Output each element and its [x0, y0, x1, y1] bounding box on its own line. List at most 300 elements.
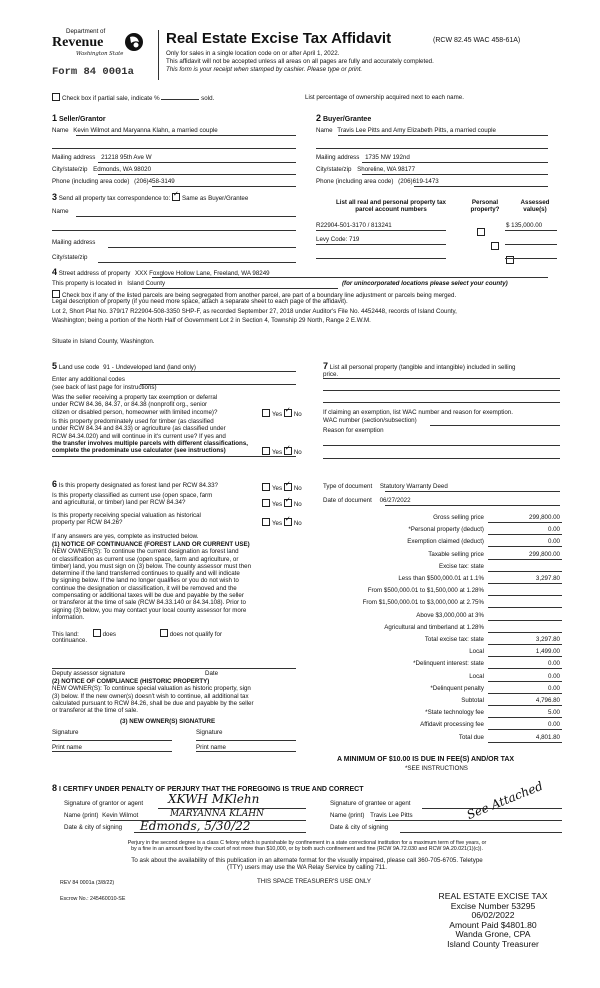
same-as-buyer-checkbox[interactable] — [172, 193, 180, 201]
forest-q2b: and agricultural, or timber) land per RCW 84.34? — [52, 499, 186, 507]
n2a: NEW OWNER(S): To continue special valuation as historic property, sign — [52, 685, 251, 693]
forest-q2-no-checkbox[interactable] — [284, 499, 292, 507]
forest-q3b: property per RCW 84.26? — [52, 519, 123, 527]
grantor-signature[interactable]: XKWH MKlehn — [168, 792, 260, 806]
reason-label: Reason for exemption — [323, 427, 384, 434]
n1d: determine if the land transferred continues to qualify and will indicate — [52, 570, 240, 578]
tax-row-value[interactable]: 3,297.80 — [535, 575, 560, 582]
tax-row-line — [488, 583, 562, 584]
perjury-text — [52, 840, 562, 853]
ask-2: (TTY) users may use the WA Relay Service by calling 711. — [227, 864, 387, 872]
n1f: continue the designation or classification, it will be removed and the — [52, 584, 237, 592]
owner-print-label-1: Print name — [52, 744, 82, 751]
logo-state: Washington State — [76, 51, 124, 57]
seller-phone-value[interactable]: (206)458-3149 — [134, 178, 175, 185]
forest-ifany: If any answers are yes, complete as instructed below. — [52, 533, 199, 540]
stamp-line-5: Wanda Grone, CPA — [455, 929, 531, 940]
notice-continuance — [52, 541, 302, 621]
forest-num: 6 — [52, 479, 58, 489]
seller-name-label: Name — [52, 127, 69, 134]
grantor-print-row — [64, 812, 138, 819]
personal-line-1 — [323, 378, 560, 379]
buyer-phone-value[interactable]: (206)619-1473 — [398, 178, 439, 185]
buyer-mail-label: Mailing address — [316, 154, 360, 161]
buyer-blank-line — [316, 148, 548, 149]
tax-row — [300, 623, 568, 635]
grantor-print-label: Name (print) — [64, 812, 99, 819]
landuse-q2d: the transfer involves multiple parcels with different classifications, — [52, 439, 248, 447]
header-divider — [158, 30, 159, 80]
parcels-h2: Personal — [471, 199, 499, 206]
landuse-q1b: under RCW 84.36, 84.37, or 84.38 (nonprofit org., senior — [52, 401, 208, 409]
tax-row-label: *Delinquent interest: state — [413, 660, 484, 668]
tax-row — [300, 611, 568, 623]
tax-row-label: *Personal property (deduct) — [408, 526, 484, 534]
tax-row-label: Local — [469, 672, 484, 680]
stamp-line-2: Excise Number 53295 — [450, 900, 536, 911]
forest-q3a: Is this property receiving special valuation as historical — [52, 512, 201, 519]
logo-dept: Department of — [66, 28, 106, 35]
partial-sale-row — [52, 93, 292, 102]
tax-row-label: Total excise tax: state — [424, 636, 484, 643]
correspondence-num: 3 — [52, 192, 58, 202]
dor-logo-icon — [123, 31, 145, 53]
landuse-q2a: Is this property predominately used for timber (as classified — [52, 418, 214, 425]
grantee-print-row — [330, 812, 413, 819]
n1c — [52, 563, 302, 570]
seller-phone-row — [52, 178, 175, 185]
legal-line-1[interactable]: Lot 2, Short Plat No. 379/17 R22904-508-3350 SHP-F, as recorded September 27, 2018 under Auditor's File No. 4452448, records of Island County, — [52, 308, 457, 315]
forest-q1 — [52, 481, 218, 489]
landuse-line — [110, 371, 296, 372]
landuse-q2-answer — [262, 447, 302, 456]
personal-label1: List all personal property (tangible and intangible) included in selling — [329, 364, 516, 371]
n1-heading: (1) NOTICE OF CONTINUANCE (FOREST LAND OR CURRENT USE) — [52, 541, 250, 548]
tax-row-line — [488, 742, 562, 743]
notice-compliance — [52, 678, 302, 714]
tax-row — [300, 550, 568, 562]
landuse-q2-yes-checkbox[interactable] — [262, 447, 270, 455]
landuse-add2: (see back of last page for instructions) — [52, 384, 157, 391]
corr-mail-line — [108, 247, 296, 248]
seller-phone-line — [152, 186, 296, 187]
seller-num: 1 — [52, 113, 58, 123]
tax-row-value[interactable]: 0.00 — [547, 660, 560, 668]
stamp-line-4: Amount Paid $4801.80 — [449, 919, 537, 930]
no-label: No — [293, 411, 302, 418]
located-label: This property is located in — [52, 280, 123, 287]
parcels-h3: Assessed — [520, 199, 550, 206]
corr-blank-line — [52, 230, 296, 231]
personal-label2: price. — [323, 371, 339, 379]
parcel-row-1-value-line — [505, 230, 557, 231]
tax-row — [300, 647, 568, 659]
partial-sale-checkbox[interactable] — [52, 93, 60, 101]
landuse-num: 5 — [52, 361, 58, 371]
tax-row — [300, 513, 568, 525]
tax-row — [300, 672, 568, 684]
n1j: signing (3) below, you may contact your local county assessor for more — [52, 606, 247, 614]
tax-row — [300, 586, 568, 598]
buyer-name-label: Name — [316, 127, 333, 134]
tax-row-label: Above $3,000,000 at 3% — [416, 611, 484, 619]
seller-city-label: City/state/zip — [52, 166, 88, 173]
landuse-add-line — [140, 384, 296, 385]
tax-row-label: *State technology fee — [425, 709, 484, 717]
n1g: compensating or additional taxes will be due and payable by the seller — [52, 592, 244, 600]
personal-line-2 — [323, 390, 560, 391]
form-number: Form 84 0001a — [52, 66, 134, 78]
no-label: No — [293, 520, 302, 527]
grantor-name-handwritten[interactable]: MARYANNA KLAHN — [170, 809, 264, 819]
tax-row — [300, 562, 568, 574]
buyer-mail-value[interactable]: 1735 NW 192nd — [365, 154, 410, 161]
tax-row-label: Local — [469, 648, 484, 656]
street-label: Street address of property — [58, 270, 131, 277]
tax-row-value[interactable]: 0.00 — [547, 721, 560, 729]
perjury-2: by a fine in an amount fixed by the court of not more than $10,000, or by both such confinement and fine (RCW 9A.72.030 and RCW 9A.20.021(1)(c)). — [131, 846, 483, 853]
grantor-date-label: Date & city of signing — [64, 824, 123, 831]
tax-row-line — [488, 656, 562, 657]
stamp-line-1: REAL ESTATE EXCISE TAX — [438, 891, 548, 901]
partial-sold: sold. — [201, 95, 215, 102]
personal-num: 7 — [323, 361, 329, 371]
ownership-note: List percentage of ownership acquired next to each name. — [305, 94, 464, 101]
tax-row — [300, 537, 568, 549]
parcel-2-personal-checkbox[interactable] — [491, 242, 499, 250]
tax-row — [300, 684, 568, 696]
stamp-line-6: Island County Treasurer — [447, 938, 539, 949]
forest-q3-answer — [262, 518, 302, 527]
tax-row — [300, 696, 568, 708]
header-line2: This affidavit will not be accepted unless all areas on all pages are fully and accurately completed. — [166, 58, 434, 65]
n2b: (3) below. If the new owner(s) doesn't wish to continue, all additional tax — [52, 692, 249, 700]
ask-1: To ask about the availability of this publication in an alternate format for the visually impaired, please call 360-705-6705. Teletype — [131, 857, 483, 864]
buyer-mail-row — [316, 154, 410, 161]
tax-row — [300, 659, 568, 671]
tax-row-label: From $500,000.01 to $1,500,000 at 1.28% — [367, 587, 484, 595]
buyer-name-value[interactable]: Travis Lee Pitts and Amy Elizabeth Pitts, a married couple — [337, 127, 496, 134]
tax-row — [300, 574, 568, 586]
doesnot-checkbox[interactable] — [160, 629, 168, 637]
dor-logo — [52, 28, 152, 88]
seller-mail-label: Mailing address — [52, 154, 96, 161]
owner-sig-label-1: Signature — [52, 729, 79, 736]
tax-row-label: Less than $500,000.01 at 1.1% — [398, 575, 484, 582]
street-line — [152, 277, 548, 278]
tax-row-value[interactable]: 5.00 — [547, 709, 560, 717]
buyer-name-line — [338, 135, 548, 136]
tax-row-label: Taxable selling price — [428, 550, 484, 558]
tax-row-line — [488, 546, 562, 547]
property-num: 4 — [52, 267, 58, 277]
seller-name-row — [52, 127, 218, 134]
yes-label: Yes — [272, 485, 283, 492]
doc-date-label: Date of document — [323, 497, 372, 504]
tax-row-value[interactable]: 0.00 — [547, 684, 560, 692]
tax-row-label: Excise tax: state — [438, 562, 484, 570]
parcels-header-1 — [316, 199, 466, 214]
seller-mail-row — [52, 154, 152, 161]
levy-code[interactable]: Levy Code: 719 — [316, 236, 360, 243]
landuse-q1c: citizen or disabled person, homeowner with limited income)? — [52, 408, 218, 416]
grantor-print-value[interactable]: Kevin Wilmot — [102, 812, 139, 819]
this-land-label: This land: — [52, 631, 79, 638]
n2c: calculated pursuant to RCW 84.26, shall be due and payable by the seller — [52, 699, 254, 707]
see-instructions: *SEE INSTRUCTIONS — [405, 765, 468, 772]
treasurer-stamp — [428, 892, 558, 950]
rev-label: REV 84 0001a (3/8/22) — [60, 880, 115, 886]
correspondence-label: Send all property tax correspondence to: — [58, 195, 171, 202]
tax-row-line — [488, 607, 562, 608]
n2-heading: (2) NOTICE OF COMPLIANCE (HISTORIC PROPERTY) — [52, 678, 210, 685]
form-title: Real Estate Excise Tax Affidavit — [166, 30, 392, 47]
tax-row — [300, 733, 568, 745]
deputy-label: Deputy assessor signature — [52, 670, 126, 677]
buyer-city-label: City/state/zip — [316, 166, 352, 173]
form-rcw: (RCW 82.45 WAC 458-61A) — [433, 37, 521, 44]
forest-q1-yes-checkbox[interactable] — [262, 483, 270, 491]
n1b: or classification as current use (open space, farm and agriculture, or — [52, 555, 239, 563]
treasurer-label: THIS SPACE TREASURER'S USE ONLY — [257, 878, 371, 885]
landuse-q2-line — [52, 456, 296, 457]
owner-sig-label-2: Signature — [196, 729, 223, 736]
buyer-phone-line — [414, 186, 548, 187]
tax-row-line — [488, 729, 562, 730]
deputy-date-label: Date — [205, 670, 219, 677]
yes-label: Yes — [272, 411, 283, 418]
forest-q2 — [52, 492, 212, 507]
wac-line — [430, 425, 560, 426]
segregated-label: Check box if any of the listed parcels are being segregated from another parcel, are part of a boundary line adjustment or parcels being merged. — [62, 292, 457, 299]
stamp-line-3: 06/02/2022 — [471, 910, 515, 921]
doc-date-value[interactable]: 06/27/2022 — [379, 497, 411, 504]
same-as-buyer-label: Same as Buyer/Grantee — [181, 195, 249, 202]
tax-row-line — [488, 620, 562, 621]
buyer-name-row — [316, 127, 496, 134]
tax-row-value[interactable]: 299,800.00 — [529, 550, 560, 558]
buyer-city-line — [362, 174, 548, 175]
header-line1: Only for sales in a single location code on or after April 1, 2022. — [166, 50, 340, 57]
tax-row-label: Subtotal — [461, 697, 484, 704]
reason-line-2 — [323, 458, 560, 459]
parcels-header-2 — [460, 199, 510, 214]
n2d: or transferor at the time of sale. — [52, 707, 138, 715]
seller-heading — [52, 114, 106, 124]
seller-city-value[interactable]: Edmonds, WA 98020 — [93, 166, 152, 173]
partial-sale-label: Check box if partial sale, indicate % — [62, 95, 160, 102]
forest-q1-no-checkbox[interactable] — [284, 483, 292, 491]
tax-row-label: Gross selling price — [433, 514, 484, 521]
located-row — [52, 280, 165, 287]
landuse-q2c: RCW 84.34.020) and will continue in it's current use? If yes and — [52, 432, 226, 440]
seller-city-line — [98, 174, 296, 175]
escrow-label: Escrow No.: 245460010-SE — [60, 896, 126, 902]
doc-type-row — [323, 483, 448, 490]
corr-mail-label: Mailing address — [52, 239, 96, 246]
forest-q1-label: Is this property designated as forest land per RCW 84.33? — [58, 482, 218, 489]
parcels-header-3 — [510, 199, 560, 214]
legal-line-2[interactable]: Washington; being a portion of the North Half of Government Lot 2 in Section 4, Township 29 North, Range 2 E.W.M. — [52, 317, 371, 324]
sig-grantor-label: Signature of grantor or agent — [64, 800, 144, 807]
yes-label: Yes — [272, 501, 283, 508]
parcels-h2b: property? — [470, 206, 500, 214]
yes-label: Yes — [272, 520, 283, 527]
parcel-row-1[interactable]: R22904-501-3170 / 813241 — [316, 222, 392, 229]
corr-name-label: Name — [52, 208, 69, 215]
buyer-phone-label: Phone (including area code) — [316, 178, 394, 185]
tax-row-label: From $1,500,000.01 to $3,000,000 at 2.75% — [362, 599, 484, 607]
ask-text — [52, 857, 562, 872]
personal-line-3 — [323, 402, 560, 403]
sig-grantee-label: Signature of grantee or agent — [330, 800, 411, 807]
n1k: information. — [52, 613, 85, 621]
header-line3: This form is your receipt when stamped by cashier. Please type or print. — [166, 66, 363, 73]
certify-num: 8 — [52, 783, 58, 793]
tax-row — [300, 720, 568, 732]
parcel-1-personal-checkbox[interactable] — [477, 228, 485, 236]
tax-row-value[interactable]: 4,801.80 — [535, 733, 560, 741]
does-checkbox[interactable] — [93, 629, 101, 637]
parcel-1-value[interactable]: $ 135,000.00 — [506, 222, 543, 229]
grantor-date-handwritten[interactable]: Edmonds, 5/30/22 — [140, 819, 251, 833]
tax-row-value[interactable]: 3,297.80 — [535, 636, 560, 643]
owner-print-label-2: Print name — [196, 744, 226, 751]
buyer-mail-line — [362, 162, 548, 163]
grantee-date-line — [400, 832, 562, 833]
forest-q3-yes-checkbox[interactable] — [262, 518, 270, 526]
yes-label: Yes — [272, 449, 283, 456]
tax-row-line — [488, 559, 562, 560]
seller-mail-line — [98, 162, 296, 163]
parcel-row-2-value-line — [505, 244, 557, 245]
parcel-row-3-line — [316, 258, 446, 259]
forest-q3-no-checkbox[interactable] — [284, 518, 292, 526]
tax-row-value[interactable]: 4,796.80 — [535, 697, 560, 704]
exempt-label: If claiming an exemption, list WAC number and reason for exemption. — [323, 409, 513, 416]
tax-row-line — [488, 644, 562, 645]
segregated-checkbox[interactable] — [52, 290, 60, 298]
minimum-note: A MINIMUM OF $10.00 IS DUE IN FEE(S) AND/OR TAX — [337, 756, 515, 763]
see-attached-handwritten[interactable]: See Attached — [464, 778, 545, 822]
buyer-phone-row — [316, 178, 439, 185]
seller-mail-value[interactable]: 21218 95th Ave W — [101, 154, 152, 161]
grantee-date-label: Date & city of signing — [330, 824, 389, 831]
landuse-q2b: under RCW 84.34 and 84.33) or agriculture (as classified under — [52, 425, 226, 433]
tax-row-line — [488, 693, 562, 694]
tax-row — [300, 525, 568, 537]
doc-date-row — [323, 497, 411, 504]
landuse-q2-no-checkbox[interactable] — [284, 447, 292, 455]
tax-row-value[interactable]: 1,499.00 — [535, 648, 560, 656]
reason-line-1 — [323, 445, 560, 446]
owner-sig-line-2 — [196, 740, 296, 741]
buyer-num: 2 — [316, 113, 322, 123]
tax-row-label: Exemption claimed (deduct) — [407, 538, 484, 546]
n1e: by signing below. If the land no longer qualifies or you do not wish to — [52, 577, 239, 585]
doc-type-label: Type of document — [323, 483, 373, 490]
tax-row-value[interactable]: 0.00 — [547, 538, 560, 546]
perjury-1: Perjury in the second degree is a class C felony which is punishable by confinement in a state correctional institution for a maximum term of five years, or — [127, 840, 487, 846]
tax-row-value[interactable]: 0.00 — [547, 672, 560, 680]
doc-type-value[interactable]: Statutory Warranty Deed — [379, 483, 448, 490]
landuse-q2e: complete the predominate use calculator (see instructions) — [52, 447, 226, 455]
certify-heading-text: I CERTIFY UNDER PENALTY OF PERJURY THAT THE FOREGOING IS TRUE AND CORRECT — [58, 786, 364, 793]
n1i: or transferor at the time of sale (RCW 84.33.140 or 84.34.108). Prior to — [52, 599, 246, 607]
parcels-h3b: value(s) — [523, 206, 547, 214]
seller-name-value[interactable]: Kevin Wilmot and Maryanna Klahn, a married couple — [73, 127, 218, 134]
parcel-row-1-line — [316, 230, 446, 231]
no-label: No — [293, 449, 302, 456]
corr-city-label: City/state/zip — [52, 254, 88, 261]
landuse-code-value[interactable]: 91 - Undeveloped land (land only) — [103, 364, 196, 371]
seller-name-line — [76, 135, 296, 136]
landuse-q1-no-checkbox[interactable] — [284, 409, 292, 417]
tax-row — [300, 598, 568, 610]
tax-row-line — [488, 595, 562, 596]
forest-q2-yes-checkbox[interactable] — [262, 499, 270, 507]
parcel-row-2-line — [316, 244, 446, 245]
personal-heading — [323, 363, 563, 379]
tax-row-value[interactable]: 0.00 — [547, 526, 560, 534]
tax-row-label: Total due — [458, 733, 484, 741]
tax-row-line — [488, 534, 562, 535]
forest-q2a: Is this property classified as current use (open space, farm — [52, 492, 213, 499]
uninc-note: (for unincorporated locations please select your county) — [342, 280, 508, 287]
legal-line-3[interactable]: Situate in Island County, Washington. — [52, 338, 155, 345]
forest-q1-answer — [262, 483, 302, 492]
correspondence-row — [52, 193, 248, 202]
landuse-q1 — [52, 394, 272, 416]
n3-heading: (3) NEW OWNER(S) SIGNATURE — [120, 718, 216, 725]
tax-row-line — [488, 681, 562, 682]
does-label: does — [102, 631, 116, 638]
wac-label: WAC number (section/subsection) — [323, 417, 417, 424]
partial-pct-field[interactable] — [161, 93, 199, 100]
continuance-label: continuance. — [52, 637, 88, 644]
tax-row — [300, 708, 568, 720]
tax-row-line — [488, 668, 562, 669]
street-value[interactable]: XXX Foxglove Hollow Lane, Freeland, WA 98249 — [135, 270, 270, 277]
corr-name-line — [76, 216, 296, 217]
buyer-heading-label: Buyer/Grantee — [322, 116, 372, 123]
n1a: NEW OWNER(S): To continue the current designation as forest land — [52, 548, 239, 556]
tax-row-line — [488, 571, 562, 572]
doc-type-line — [385, 491, 560, 492]
landuse-q1-yes-checkbox[interactable] — [262, 409, 270, 417]
seller-blank-line — [52, 148, 296, 149]
tax-row-label: Affidavit processing fee — [420, 721, 484, 729]
located-value[interactable]: Island County — [127, 280, 166, 287]
grantor-date-line — [134, 832, 306, 833]
buyer-city-value[interactable]: Shoreline, WA 98177 — [357, 166, 416, 173]
doc-date-line — [385, 505, 560, 506]
parcels-h1b: parcel account numbers — [355, 206, 427, 214]
grantee-print-label: Name (print) — [330, 812, 365, 819]
parcels-h1: List all real and personal property tax — [335, 199, 447, 206]
tax-row — [300, 635, 568, 647]
tax-row-label: *Delinquent penalty — [430, 684, 484, 692]
tax-row-line — [488, 522, 562, 523]
grantee-print-value[interactable]: Travis Lee Pitts — [370, 812, 413, 819]
buyer-heading — [316, 114, 371, 124]
tax-row-line — [488, 717, 562, 718]
deputy-line — [52, 668, 296, 669]
landuse-q1-answer — [262, 409, 302, 418]
tax-row-value[interactable]: 299,800.00 — [529, 514, 560, 521]
landuse-q1a: Was the seller receiving a property tax exemption or deferral — [52, 394, 218, 401]
n1c-text: timber) land, you must sign on (3) below. The county assessor must then — [52, 562, 252, 570]
